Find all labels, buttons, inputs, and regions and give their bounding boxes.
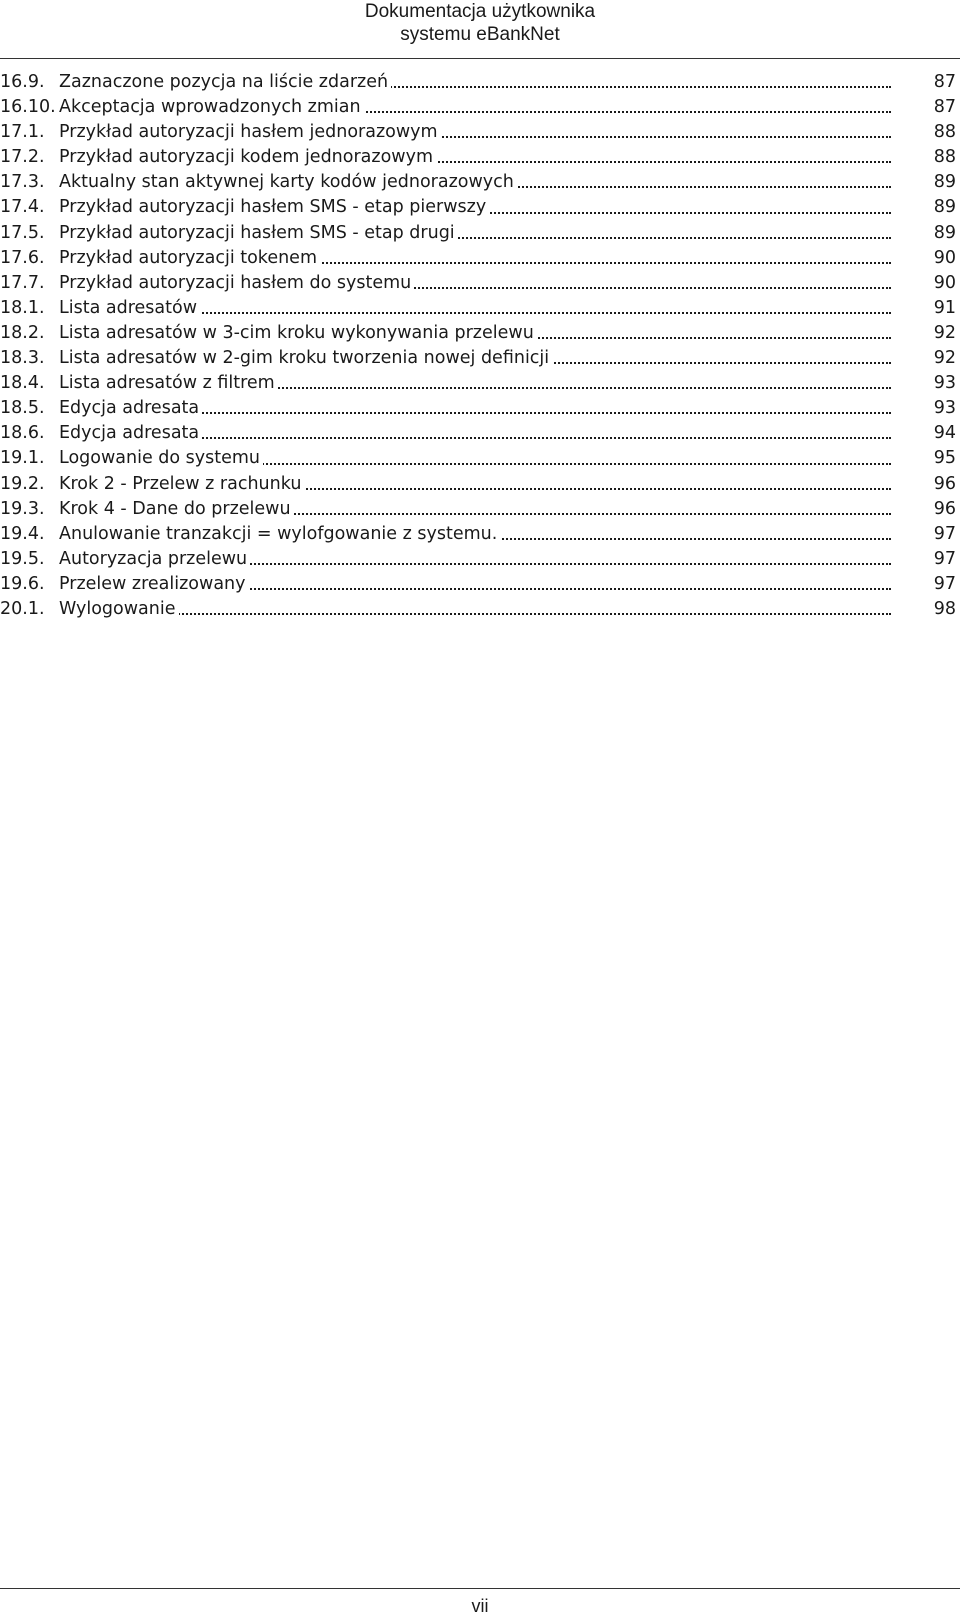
toc-entry-page: 87	[916, 70, 956, 95]
toc-entry-number: 19.3.	[0, 498, 45, 519]
toc-entry[interactable]	[0, 170, 956, 195]
toc-entry-title: Edycja adresata	[59, 396, 202, 421]
toc-entry-page: 96	[916, 497, 956, 522]
toc-entry[interactable]	[0, 246, 956, 271]
toc-entry-title: Aktualny stan aktywnej karty kodów jednorazowych	[59, 170, 517, 195]
header-divider	[0, 58, 960, 59]
toc-entry-number: 17.2.	[0, 147, 45, 168]
toc-entry-number: 18.5.	[0, 398, 45, 419]
toc-entry[interactable]	[0, 346, 956, 371]
toc-entry-title: Przykład autoryzacji hasłem do systemu	[59, 271, 414, 296]
toc-entry[interactable]	[0, 597, 956, 622]
toc-entry[interactable]	[0, 195, 956, 220]
toc-entry-title: Przykład autoryzacji hasłem SMS - etap pierwszy	[59, 195, 489, 220]
toc-entry[interactable]	[0, 421, 956, 446]
toc-entry-title: Przykład autoryzacji kodem jednorazowym	[59, 145, 436, 170]
toc-entry-title: Logowanie do systemu	[59, 446, 263, 471]
toc-entry-page: 97	[916, 547, 956, 572]
toc-entry-page: 92	[916, 346, 956, 371]
toc-entry[interactable]	[0, 572, 956, 597]
toc-entry-title: Przelew zrealizowany	[59, 572, 248, 597]
toc-dot-leader	[59, 613, 891, 615]
toc-entry[interactable]	[0, 321, 956, 346]
toc-entry-page: 91	[916, 296, 956, 321]
toc-entry-title: Lista adresatów w 3-cim kroku wykonywania przelewu	[59, 321, 537, 346]
toc-entry-number: 18.6.	[0, 423, 45, 444]
toc-entry-title: Krok 2 - Przelew z rachunku	[59, 472, 304, 497]
toc-entry-number: 17.7.	[0, 272, 45, 293]
toc-entry-title: Przykład autoryzacji hasłem jednorazowym	[59, 120, 441, 145]
toc-entry-page: 88	[916, 145, 956, 170]
toc-entry-number: 19.1.	[0, 448, 45, 469]
toc-entry-page: 88	[916, 120, 956, 145]
toc-entry-title: Lista adresatów z filtrem	[59, 371, 278, 396]
toc-entry-title: Zaznaczone pozycja na liście zdarzeń	[59, 70, 391, 95]
toc-entry-number: 19.6.	[0, 573, 45, 594]
toc-entry[interactable]	[0, 120, 956, 145]
toc-entry-title: Autoryzacja przelewu	[59, 547, 250, 572]
toc-entry[interactable]	[0, 296, 956, 321]
toc-entry-title: Anulowanie tranzakcji = wylofgowanie z systemu.	[59, 522, 500, 547]
toc-entry-page: 90	[916, 246, 956, 271]
toc-entry-title: Akceptacja wprowadzonych zmian	[59, 95, 364, 120]
toc-entry[interactable]	[0, 446, 956, 471]
toc-entry-title: Krok 4 - Dane do przelewu	[59, 497, 294, 522]
toc-entry-page: 89	[916, 221, 956, 246]
toc-entry-page: 97	[916, 522, 956, 547]
toc-entry-title: Edycja adresata	[59, 421, 202, 446]
toc-entry[interactable]	[0, 95, 956, 120]
toc-entry[interactable]	[0, 271, 956, 296]
toc-entry[interactable]	[0, 221, 956, 246]
toc-entry-number: 20.1.	[0, 598, 45, 619]
toc-entry-title: Lista adresatów w 2-gim kroku tworzenia nowej definicji	[59, 346, 552, 371]
page-number: vii	[471, 1596, 489, 1616]
toc-entry-page: 89	[916, 170, 956, 195]
toc-entry-page: 92	[916, 321, 956, 346]
toc-entry[interactable]	[0, 371, 956, 396]
toc-entry-number: 16.10.	[0, 97, 56, 118]
toc-entry-number: 18.1.	[0, 297, 45, 318]
toc-entry-number: 18.2.	[0, 322, 45, 343]
toc-entry[interactable]	[0, 522, 956, 547]
toc-entry-title: Przykład autoryzacji hasłem SMS - etap drugi	[59, 221, 458, 246]
toc-entry-title: Przykład autoryzacji tokenem	[59, 246, 320, 271]
toc-entry-number: 17.3.	[0, 172, 45, 193]
toc-entry-number: 17.5.	[0, 222, 45, 243]
toc-entry-page: 87	[916, 95, 956, 120]
toc-entry-number: 19.2.	[0, 473, 45, 494]
toc-entry-page: 89	[916, 195, 956, 220]
toc-entry[interactable]	[0, 396, 956, 421]
toc-entry-page: 93	[916, 396, 956, 421]
toc-entry-number: 18.3.	[0, 348, 45, 369]
header-title: Dokumentacja użytkownika	[364, 1, 596, 22]
toc-entry-page: 98	[916, 597, 956, 622]
toc-entry[interactable]	[0, 472, 956, 497]
toc-entry-page: 95	[916, 446, 956, 471]
toc-entry-page: 97	[916, 572, 956, 597]
toc-entry-page: 96	[916, 472, 956, 497]
footer-divider	[0, 1588, 960, 1589]
toc-entry-number: 19.4.	[0, 523, 45, 544]
toc-entry-number: 17.6.	[0, 247, 45, 268]
toc-entry-number: 17.4.	[0, 197, 45, 218]
toc-entry-title: Wylogowanie	[59, 597, 179, 622]
table-of-figures	[0, 70, 956, 622]
toc-entry[interactable]	[0, 70, 956, 95]
toc-entry-number: 17.1.	[0, 122, 45, 143]
toc-entry[interactable]	[0, 547, 956, 572]
toc-entry[interactable]	[0, 145, 956, 170]
toc-entry-page: 93	[916, 371, 956, 396]
header-subtitle: systemu eBankNet	[400, 24, 560, 45]
toc-entry-title: Lista adresatów	[59, 296, 200, 321]
toc-entry-number: 16.9.	[0, 72, 45, 92]
toc-entry[interactable]	[0, 497, 956, 522]
toc-entry-page: 94	[916, 421, 956, 446]
toc-entry-number: 19.5.	[0, 548, 45, 569]
toc-entry-number: 18.4.	[0, 373, 45, 394]
toc-entry-page: 90	[916, 271, 956, 296]
